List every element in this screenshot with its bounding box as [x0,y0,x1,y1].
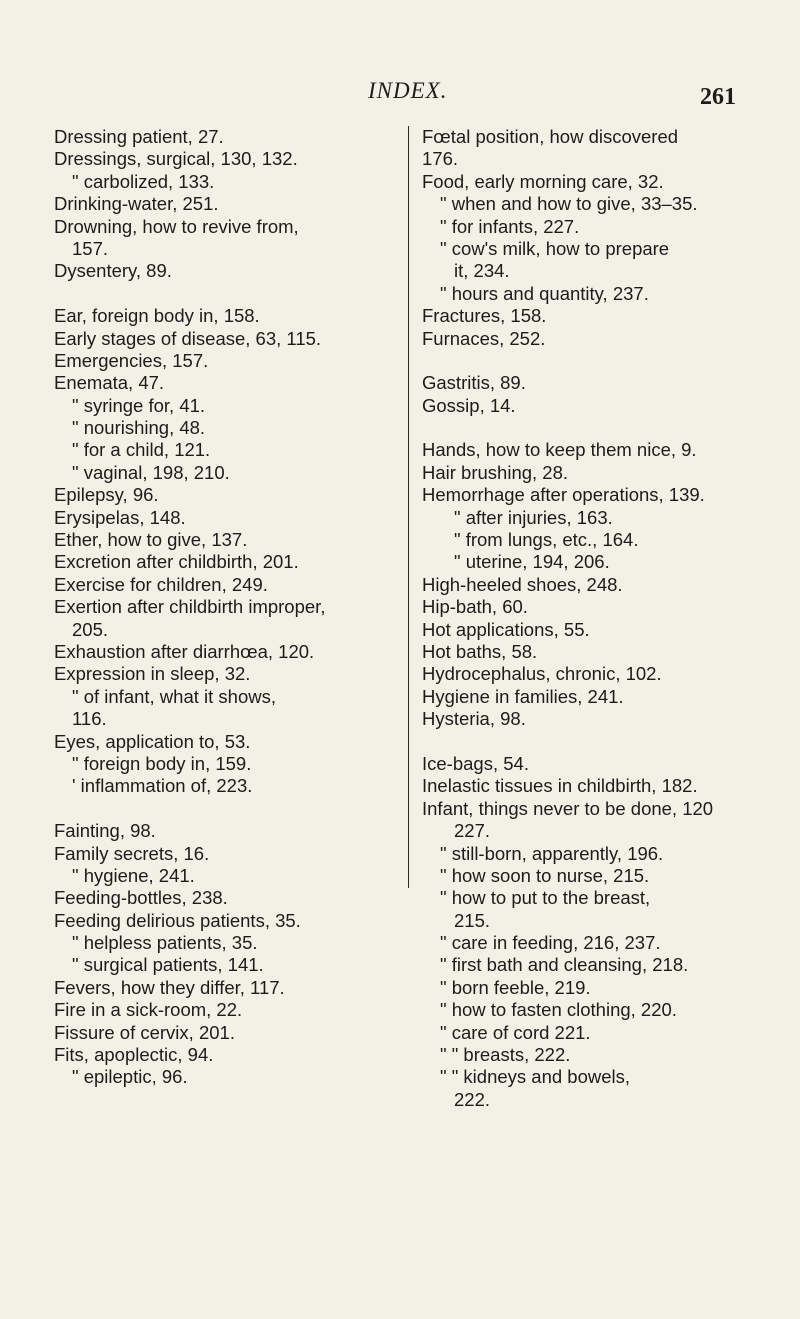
index-subentry: " hygiene, 241. [72,864,195,886]
index-entry: Dysentery, 89. [54,260,172,282]
index-subentry: " how to fasten clothing, 220. [440,999,677,1021]
index-subentry: 157. [72,237,109,259]
index-entry: Hygiene in families, 241. [422,685,624,707]
index-entry: Early stages of disease, 63, 115. [54,327,322,349]
index-subentry: 215. [454,909,491,931]
index-entry: Fire in a sick-room, 22. [54,999,243,1021]
index-entry: Fissure of cervix, 201. [54,1021,235,1043]
index-entry: Exertion after childbirth improper, [54,596,326,618]
index-subentry: " carbolized, 133. [72,170,215,192]
entry-gap [54,283,394,305]
index-entry: Feeding-bottles, 238. [54,887,228,909]
index-subentry: " how soon to nurse, 215. [440,864,650,886]
page-header [0,70,800,110]
index-entry: 176. [422,148,459,170]
index-column-left [54,126,394,1089]
index-entry: Emergencies, 157. [54,349,209,371]
index-entry: Drinking-water, 251. [54,193,219,215]
entry-gap [422,350,767,372]
index-subentry: " after injuries, 163. [454,506,613,528]
index-entry: Hysteria, 98. [422,708,526,730]
index-subentry: " for infants, 227. [440,215,580,237]
index-entry: Hip-bath, 60. [422,596,528,618]
index-entry: Hot applications, 55. [422,618,590,640]
index-subentry: " " kidneys and bowels, [440,1066,631,1088]
index-subentry: " hours and quantity, 237. [440,282,649,304]
index-entry: Erysipelas, 148. [54,506,186,528]
index-subentry: " care in feeding, 216, 237. [440,932,661,954]
index-entry: Infant, things never to be done, 120 [422,797,714,819]
index-subentry: " from lungs, etc., 164. [454,529,639,551]
running-head: INDEX. [368,78,448,103]
index-entry: Hydrocephalus, chronic, 102. [422,663,662,685]
index-subentry: it, 234. [454,260,510,282]
index-subentry: ' inflammation of, 223. [72,775,253,797]
index-entry: Gossip, 14. [422,394,516,416]
index-entry: Exercise for children, 249. [54,573,268,595]
index-subentry: " for a child, 121. [72,439,211,461]
index-entry: Eyes, application to, 53. [54,730,251,752]
index-entry: Enemata, 47. [54,372,165,394]
index-subentry: 116. [72,708,107,730]
index-entry: Hair brushing, 28. [422,461,569,483]
index-entry: Excretion after childbirth, 201. [54,551,299,573]
index-entry: Feeding delirious patients, 35. [54,909,301,931]
index-subentry: " when and how to give, 33–35. [440,193,698,215]
index-entry: Fevers, how they differ, 117. [54,976,285,998]
index-subentry: " vaginal, 198, 210. [72,461,230,483]
index-entry: Fractures, 158. [422,305,547,327]
index-entry: Gastritis, 89. [422,372,526,394]
column-divider [408,126,409,888]
index-entry: Hot baths, 58. [422,640,538,662]
index-subentry: " of infant, what it shows, [72,685,276,707]
index-entry: Hands, how to keep them nice, 9. [422,439,697,461]
entry-gap [54,798,394,820]
index-subentry: 222. [454,1088,491,1110]
index-column-right [422,126,767,1111]
index-entry: Food, early morning care, 32. [422,170,664,192]
index-entry: Fœtal position, how discovered [422,126,679,147]
index-subentry: " first bath and cleansing, 218. [440,954,689,976]
index-subentry: " epileptic, 96. [72,1066,188,1088]
index-subentry: " cow's milk, how to prepare [440,237,670,259]
index-entry: Epilepsy, 96. [54,484,159,506]
index-entry: Drowning, how to revive from, [54,215,299,237]
index-entry: Ice-bags, 54. [422,752,529,774]
index-subentry: " nourishing, 48. [72,417,206,439]
index-subentry: " uterine, 194, 206. [454,551,610,573]
index-entry: Dressing patient, 27. [54,126,224,147]
index-entry: High-heeled shoes, 248. [422,573,623,595]
index-entry: Family secrets, 16. [54,842,210,864]
page-number: 261 [700,84,736,110]
index-entry: Hemorrhage after operations, 139. [422,484,705,506]
index-entry: Fits, apoplectic, 94. [54,1044,214,1066]
index-entry: Ear, foreign body in, 158. [54,305,260,327]
index-entry: Ether, how to give, 137. [54,529,248,551]
index-entry: Exhaustion after diarrhœa, 120. [54,640,315,662]
index-entry: Expression in sleep, 32. [54,663,251,685]
index-subentry: " surgical patients, 141. [72,954,264,976]
index-entry: Inelastic tissues in childbirth, 182. [422,775,698,797]
index-subentry: " " breasts, 222. [440,1044,571,1066]
index-subentry: " helpless patients, 35. [72,932,258,954]
index-subentry: " care of cord 221. [440,1021,591,1043]
index-subentry: 227. [454,820,491,842]
index-subentry: " how to put to the breast, [440,887,651,909]
entry-gap [422,417,767,439]
index-subentry: " still-born, apparently, 196. [440,842,664,864]
entry-gap [422,731,767,753]
index-subentry: " foreign body in, 159. [72,752,252,774]
index-entry: Furnaces, 252. [422,327,546,349]
index-subentry: " born feeble, 219. [440,976,591,998]
index-entry: Dressings, surgical, 130, 132. [54,148,298,170]
index-subentry: " syringe for, 41. [72,394,206,416]
index-subentry: 205. [72,618,109,640]
index-entry: Fainting, 98. [54,820,156,842]
